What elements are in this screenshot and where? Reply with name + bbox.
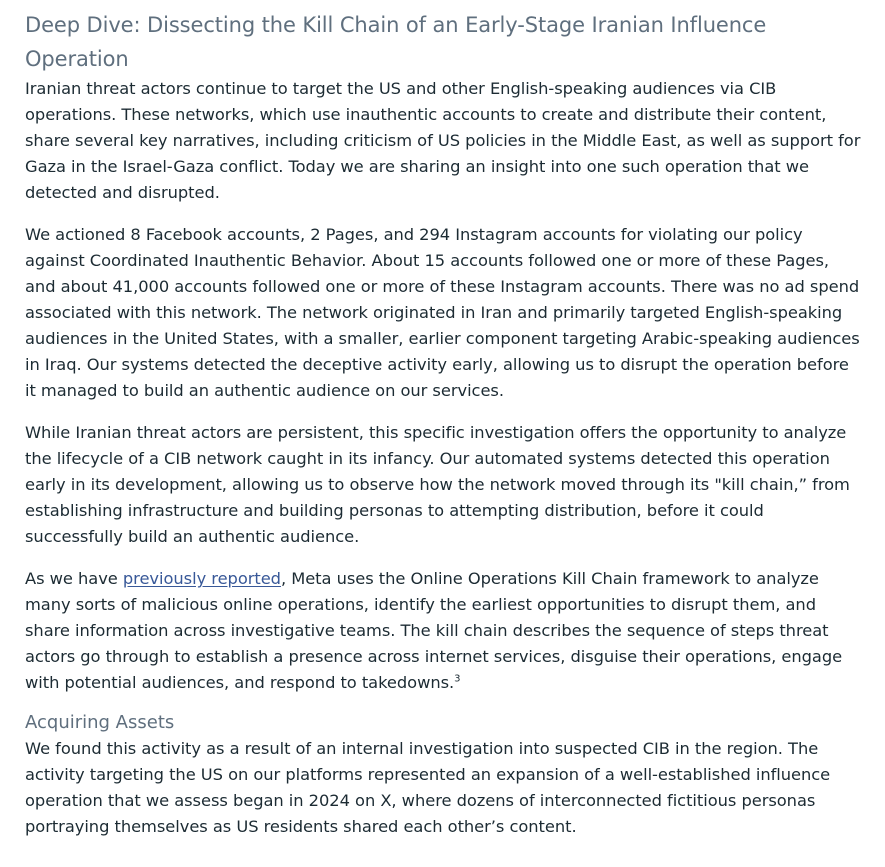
previously-reported-link[interactable]: previously reported (122, 569, 281, 588)
kill-chain-text-after: , Meta uses the Online Operations Kill Chain framework to analyze many sorts of malicious online operations, identify the earliest opportunities to disrupt them, and share information across investigative teams. The kill chain describes the sequence of steps threat actors go through to establish a presence across internet services, disguise their operations, engage with potential audiences, and respond to takedowns. (25, 569, 843, 692)
section-heading-acquiring-assets: Acquiring Assets (25, 712, 175, 733)
paragraph-intro: Iranian threat actors continue to target the US and other English-speaking audiences via CIB operations. These networks, which use inauthentic accounts to create and distribute their content, share several key narratives, including criticism of US policies in the Middle East, as well as support for Gaza in the Israel-Gaza conflict. Today we are sharing an insight into one such operation that we detected and disrupted. (25, 79, 861, 202)
article-title: Deep Dive: Dissecting the Kill Chain of an Early-Stage Iranian Influence Operation (25, 13, 767, 71)
footnote-marker: 3 (454, 673, 461, 685)
paragraph-actioned-accounts: We actioned 8 Facebook accounts, 2 Pages, and 294 Instagram accounts for violating our policy against Coordinated Inauthentic Behavior. About 15 accounts followed one or more of these Pages, and about 41,000 accounts followed one or more of these Instagram accounts. There was no ad spend associated with this network. The network originated in Iran and primarily targeted English-speaking audiences in the United States, with a smaller, earlier component targeting Arabic-speaking audiences in Iraq. Our systems detected the deceptive activity early, allowing us to disrupt the operation before it managed to build an authentic audience on our services. (25, 225, 860, 400)
paragraph-kill-chain (25, 566, 861, 696)
paragraph-investigation: While Iranian threat actors are persistent, this specific investigation offers the opportunity to analyze the lifecycle of a CIB network caught in its infancy. Our automated systems detected this operation early in its development, allowing us to observe how the network moved through its "kill chain,” from establishing infrastructure and building personas to attempting distribution, before it could successfully build an authentic audience. (25, 423, 850, 546)
paragraph-acquiring-assets: We found this activity as a result of an internal investigation into suspected CIB in the region. The activity targeting the US on our platforms represented an expansion of a well-established influence operation that we assess began in 2024 on X, where dozens of interconnected fictitious personas portraying themselves as US residents shared each other’s content. (25, 739, 831, 836)
kill-chain-text-before: As we have (25, 569, 123, 588)
